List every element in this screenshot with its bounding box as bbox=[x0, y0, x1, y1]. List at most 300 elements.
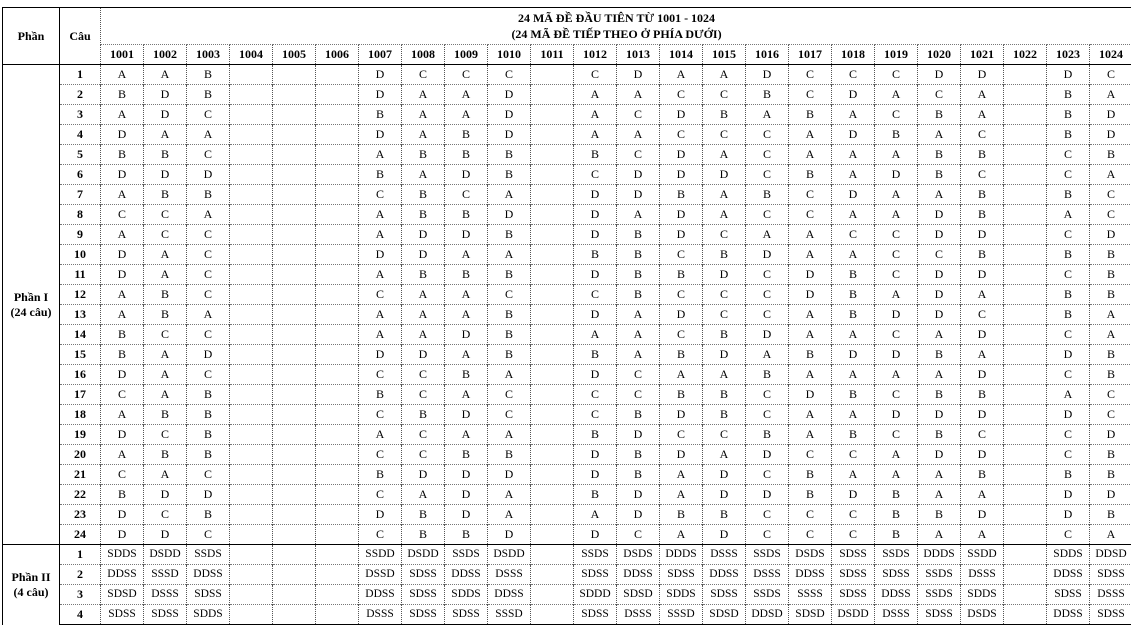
exam-code-1007: 1007 bbox=[359, 45, 402, 65]
answer-cell: C bbox=[1090, 65, 1131, 85]
answer-cell: A bbox=[359, 205, 402, 225]
section-label-title: Phần II bbox=[11, 569, 51, 584]
answer-cell: C bbox=[875, 425, 918, 445]
answer-cell: D bbox=[875, 305, 918, 325]
answer-cell bbox=[316, 565, 359, 585]
answer-cell: D bbox=[144, 85, 187, 105]
answer-cell: B bbox=[1047, 245, 1090, 265]
answer-row bbox=[3, 445, 1131, 465]
answer-cell: C bbox=[574, 285, 617, 305]
answer-cell: B bbox=[445, 205, 488, 225]
answer-cell: D bbox=[488, 465, 531, 485]
answer-cell: A bbox=[402, 85, 445, 105]
answer-cell: A bbox=[918, 325, 961, 345]
answer-row bbox=[3, 105, 1131, 125]
answer-cell: SSDS bbox=[918, 585, 961, 605]
answer-cell: A bbox=[832, 205, 875, 225]
answer-cell: C bbox=[574, 165, 617, 185]
answer-cell bbox=[316, 605, 359, 625]
answer-cell: C bbox=[101, 385, 144, 405]
answer-cell bbox=[230, 205, 273, 225]
answer-cell bbox=[273, 105, 316, 125]
answer-cell: SDSS bbox=[101, 605, 144, 625]
answer-cell bbox=[316, 505, 359, 525]
answer-cell: A bbox=[359, 325, 402, 345]
answer-cell: A bbox=[402, 305, 445, 325]
exam-code-1024: 1024 bbox=[1090, 45, 1131, 65]
answer-cell: C bbox=[488, 405, 531, 425]
answer-cell: C bbox=[746, 205, 789, 225]
question-number: 4 bbox=[60, 125, 101, 145]
answer-cell: D bbox=[574, 265, 617, 285]
answer-cell: D bbox=[574, 465, 617, 485]
answer-cell: B bbox=[144, 145, 187, 165]
answer-row bbox=[3, 585, 1131, 605]
answer-cell: A bbox=[144, 245, 187, 265]
answer-cell: B bbox=[617, 265, 660, 285]
answer-cell: B bbox=[187, 65, 230, 85]
question-number: 7 bbox=[60, 185, 101, 205]
answer-cell: B bbox=[746, 365, 789, 385]
answer-key-table bbox=[2, 7, 1131, 625]
answer-cell: B bbox=[875, 505, 918, 525]
answer-cell: C bbox=[1090, 185, 1131, 205]
answer-cell: D bbox=[918, 285, 961, 305]
answer-cell: C bbox=[1047, 365, 1090, 385]
answer-cell bbox=[531, 345, 574, 365]
answer-cell bbox=[531, 145, 574, 165]
answer-cell: DDSS bbox=[1047, 605, 1090, 625]
answer-cell: D bbox=[187, 345, 230, 365]
answer-cell: C bbox=[187, 265, 230, 285]
answer-cell: A bbox=[961, 85, 1004, 105]
answer-cell: A bbox=[918, 485, 961, 505]
answer-cell: A bbox=[402, 125, 445, 145]
answer-cell: DDDS bbox=[918, 545, 961, 565]
answer-cell: A bbox=[101, 285, 144, 305]
answer-cell: SDSD bbox=[789, 605, 832, 625]
answer-cell: C bbox=[703, 85, 746, 105]
answer-cell: SSSD bbox=[144, 565, 187, 585]
answer-cell bbox=[1004, 345, 1047, 365]
answer-cell: C bbox=[1047, 165, 1090, 185]
answer-cell: B bbox=[832, 265, 875, 285]
answer-cell: D bbox=[187, 165, 230, 185]
answer-cell: D bbox=[875, 345, 918, 365]
answer-cell bbox=[273, 525, 316, 545]
answer-cell: C bbox=[660, 125, 703, 145]
answer-cell: A bbox=[961, 345, 1004, 365]
answer-cell: C bbox=[746, 125, 789, 145]
answer-cell: A bbox=[875, 365, 918, 385]
answer-cell: DSSS bbox=[961, 565, 1004, 585]
answer-cell: A bbox=[445, 305, 488, 325]
question-number: 10 bbox=[60, 245, 101, 265]
answer-cell: D bbox=[101, 425, 144, 445]
answer-cell bbox=[273, 385, 316, 405]
answer-cell bbox=[230, 225, 273, 245]
answer-cell bbox=[531, 545, 574, 565]
answer-cell: SSDS bbox=[746, 545, 789, 565]
answer-cell: C bbox=[187, 105, 230, 125]
answer-cell bbox=[230, 385, 273, 405]
answer-cell: C bbox=[1090, 205, 1131, 225]
answer-cell: D bbox=[617, 65, 660, 85]
answer-cell: D bbox=[918, 225, 961, 245]
answer-cell: B bbox=[832, 425, 875, 445]
answer-cell: A bbox=[488, 245, 531, 265]
answer-cell: C bbox=[574, 385, 617, 405]
answer-cell: B bbox=[961, 465, 1004, 485]
answer-cell: A bbox=[144, 385, 187, 405]
answer-cell: B bbox=[187, 425, 230, 445]
answer-cell: D bbox=[1047, 405, 1090, 425]
answer-row bbox=[3, 245, 1131, 265]
answer-cell bbox=[316, 65, 359, 85]
answer-cell: SDSS bbox=[402, 585, 445, 605]
answer-cell: A bbox=[445, 345, 488, 365]
answer-cell bbox=[273, 265, 316, 285]
answer-row bbox=[3, 545, 1131, 565]
answer-cell bbox=[1004, 325, 1047, 345]
answer-cell: A bbox=[875, 185, 918, 205]
answer-cell: C bbox=[488, 385, 531, 405]
answer-cell bbox=[316, 265, 359, 285]
answer-cell: B bbox=[660, 505, 703, 525]
answer-cell: C bbox=[488, 285, 531, 305]
answer-cell bbox=[230, 485, 273, 505]
answer-cell: A bbox=[187, 205, 230, 225]
question-number: 21 bbox=[60, 465, 101, 485]
answer-cell: A bbox=[875, 205, 918, 225]
answer-cell: C bbox=[445, 185, 488, 205]
answer-cell: B bbox=[918, 345, 961, 365]
answer-cell: A bbox=[703, 145, 746, 165]
answer-cell bbox=[230, 365, 273, 385]
answer-cell bbox=[230, 505, 273, 525]
answer-row bbox=[3, 145, 1131, 165]
answer-cell: D bbox=[703, 485, 746, 505]
answer-cell: D bbox=[961, 405, 1004, 425]
answer-cell: D bbox=[488, 125, 531, 145]
answer-cell: A bbox=[789, 405, 832, 425]
answer-cell bbox=[1004, 105, 1047, 125]
answer-cell: D bbox=[445, 485, 488, 505]
answer-cell: A bbox=[1047, 205, 1090, 225]
answer-cell: B bbox=[402, 145, 445, 165]
answer-cell: D bbox=[660, 105, 703, 125]
answer-cell: A bbox=[1047, 385, 1090, 405]
answer-cell bbox=[230, 105, 273, 125]
answer-cell bbox=[531, 485, 574, 505]
answer-cell bbox=[531, 265, 574, 285]
answer-cell: A bbox=[617, 305, 660, 325]
answer-cell: D bbox=[1090, 425, 1131, 445]
answer-cell bbox=[316, 285, 359, 305]
answer-cell: C bbox=[746, 465, 789, 485]
exam-code-1020: 1020 bbox=[918, 45, 961, 65]
answer-row bbox=[3, 285, 1131, 305]
answer-cell: C bbox=[918, 245, 961, 265]
answer-cell: C bbox=[359, 525, 402, 545]
answer-cell bbox=[273, 485, 316, 505]
exam-code-1011: 1011 bbox=[531, 45, 574, 65]
answer-cell bbox=[531, 525, 574, 545]
answer-cell: DSSS bbox=[617, 605, 660, 625]
answer-cell: SDSS bbox=[918, 605, 961, 625]
answer-cell: B bbox=[1047, 465, 1090, 485]
answer-row bbox=[3, 165, 1131, 185]
question-number: 15 bbox=[60, 345, 101, 365]
answer-cell: SSSD bbox=[488, 605, 531, 625]
answer-cell bbox=[273, 125, 316, 145]
answer-cell: D bbox=[746, 65, 789, 85]
answer-cell: A bbox=[101, 405, 144, 425]
answer-cell: D bbox=[1090, 125, 1131, 145]
answer-cell: A bbox=[961, 105, 1004, 125]
answer-cell: D bbox=[1047, 65, 1090, 85]
answer-cell: A bbox=[488, 185, 531, 205]
answer-cell: D bbox=[445, 325, 488, 345]
exam-code-1015: 1015 bbox=[703, 45, 746, 65]
answer-cell: A bbox=[746, 105, 789, 125]
section-label-count: (24 câu) bbox=[10, 304, 52, 319]
answer-cell: B bbox=[961, 145, 1004, 165]
answer-cell: B bbox=[101, 145, 144, 165]
answer-cell bbox=[230, 125, 273, 145]
answer-cell bbox=[273, 325, 316, 345]
answer-cell bbox=[531, 185, 574, 205]
answer-cell: C bbox=[144, 505, 187, 525]
answer-cell bbox=[273, 305, 316, 325]
answer-cell bbox=[230, 265, 273, 285]
answer-cell: SSDD bbox=[961, 545, 1004, 565]
answer-cell: B bbox=[1090, 365, 1131, 385]
answer-cell: B bbox=[445, 265, 488, 285]
answer-cell bbox=[531, 405, 574, 425]
answer-cell: B bbox=[445, 445, 488, 465]
answer-cell: D bbox=[703, 265, 746, 285]
question-number: 2 bbox=[60, 85, 101, 105]
answer-cell bbox=[1004, 145, 1047, 165]
answer-cell: B bbox=[574, 245, 617, 265]
answer-cell: B bbox=[1090, 345, 1131, 365]
answer-cell: DDSS bbox=[875, 585, 918, 605]
answer-cell: C bbox=[703, 305, 746, 325]
answer-cell: B bbox=[101, 85, 144, 105]
answer-row bbox=[3, 225, 1131, 245]
answer-cell bbox=[1004, 125, 1047, 145]
answer-cell: C bbox=[1047, 425, 1090, 445]
question-number: 8 bbox=[60, 205, 101, 225]
answer-cell: A bbox=[875, 465, 918, 485]
answer-cell: C bbox=[789, 505, 832, 525]
answer-cell: B bbox=[574, 485, 617, 505]
answer-cell: A bbox=[918, 465, 961, 485]
answer-cell: D bbox=[144, 525, 187, 545]
answer-cell bbox=[316, 445, 359, 465]
answer-cell bbox=[1004, 425, 1047, 445]
answer-cell bbox=[273, 85, 316, 105]
answer-cell bbox=[1004, 465, 1047, 485]
answer-cell bbox=[230, 545, 273, 565]
answer-cell bbox=[316, 125, 359, 145]
answer-cell: B bbox=[187, 185, 230, 205]
answer-cell: C bbox=[187, 245, 230, 265]
answer-cell bbox=[531, 105, 574, 125]
answer-cell bbox=[273, 445, 316, 465]
answer-cell: SDSS bbox=[402, 605, 445, 625]
answer-cell: A bbox=[402, 285, 445, 305]
section-label-count: (4 câu) bbox=[13, 584, 49, 599]
answer-cell: B bbox=[1090, 145, 1131, 165]
answer-cell: SDSS bbox=[1090, 565, 1131, 585]
answer-cell: DDSS bbox=[1047, 565, 1090, 585]
answer-cell: D bbox=[574, 445, 617, 465]
answer-cell: D bbox=[918, 205, 961, 225]
answer-cell: DSSS bbox=[875, 605, 918, 625]
answer-cell: A bbox=[789, 125, 832, 145]
answer-cell: C bbox=[144, 425, 187, 445]
answer-cell: B bbox=[617, 285, 660, 305]
answer-cell bbox=[1004, 225, 1047, 245]
answer-cell: D bbox=[402, 245, 445, 265]
answer-cell: D bbox=[101, 365, 144, 385]
answer-cell bbox=[531, 225, 574, 245]
answer-cell: D bbox=[832, 345, 875, 365]
answer-cell bbox=[230, 525, 273, 545]
answer-cell: B bbox=[703, 325, 746, 345]
answer-cell: C bbox=[359, 405, 402, 425]
answer-cell bbox=[230, 165, 273, 185]
cau-header: Câu bbox=[60, 8, 101, 65]
answer-cell: B bbox=[918, 385, 961, 405]
answer-cell: C bbox=[1047, 225, 1090, 245]
answer-cell: D bbox=[1090, 485, 1131, 505]
answer-cell bbox=[316, 525, 359, 545]
answer-cell: B bbox=[1047, 105, 1090, 125]
answer-cell: A bbox=[703, 185, 746, 205]
answer-cell: B bbox=[746, 185, 789, 205]
answer-cell: A bbox=[961, 485, 1004, 505]
answer-cell: A bbox=[101, 225, 144, 245]
answer-cell bbox=[531, 65, 574, 85]
answer-cell: B bbox=[488, 345, 531, 365]
answer-cell: SDSS bbox=[1047, 585, 1090, 605]
answer-cell: A bbox=[1090, 165, 1131, 185]
question-number: 18 bbox=[60, 405, 101, 425]
answer-cell: SDSD bbox=[617, 585, 660, 605]
answer-cell: SDSS bbox=[875, 565, 918, 585]
answer-cell: SDDS bbox=[660, 585, 703, 605]
answer-cell: D bbox=[746, 245, 789, 265]
answer-cell: A bbox=[101, 185, 144, 205]
answer-cell: C bbox=[746, 305, 789, 325]
exam-code-1002: 1002 bbox=[144, 45, 187, 65]
answer-cell bbox=[531, 505, 574, 525]
answer-cell: C bbox=[832, 65, 875, 85]
answer-cell: C bbox=[789, 185, 832, 205]
answer-cell: A bbox=[101, 305, 144, 325]
answer-cell: B bbox=[617, 225, 660, 245]
answer-cell: D bbox=[961, 225, 1004, 245]
answer-cell: A bbox=[789, 225, 832, 245]
answer-cell: B bbox=[789, 345, 832, 365]
answer-cell: B bbox=[488, 265, 531, 285]
answer-cell: A bbox=[359, 145, 402, 165]
exam-code-row bbox=[3, 45, 1131, 65]
answer-cell: A bbox=[660, 65, 703, 85]
question-number: 17 bbox=[60, 385, 101, 405]
answer-cell bbox=[531, 165, 574, 185]
answer-row bbox=[3, 265, 1131, 285]
answer-row bbox=[3, 605, 1131, 625]
answer-cell: C bbox=[445, 65, 488, 85]
answer-cell: SSDS bbox=[918, 565, 961, 585]
answer-cell: C bbox=[574, 65, 617, 85]
answer-cell bbox=[1004, 205, 1047, 225]
answer-cell: B bbox=[187, 405, 230, 425]
answer-cell: C bbox=[617, 105, 660, 125]
answer-cell: D bbox=[101, 125, 144, 145]
answer-cell: C bbox=[660, 425, 703, 445]
answer-cell: D bbox=[660, 225, 703, 245]
answer-cell: B bbox=[1047, 185, 1090, 205]
answer-cell: C bbox=[746, 145, 789, 165]
answer-cell: SDDS bbox=[187, 605, 230, 625]
answer-cell: DSDD bbox=[488, 545, 531, 565]
question-number: 1 bbox=[60, 65, 101, 85]
answer-cell: D bbox=[789, 385, 832, 405]
answer-cell: B bbox=[488, 325, 531, 345]
section-label bbox=[3, 65, 60, 545]
exam-code-1003: 1003 bbox=[187, 45, 230, 65]
answer-cell: D bbox=[832, 485, 875, 505]
answer-cell: C bbox=[746, 405, 789, 425]
answer-cell bbox=[273, 565, 316, 585]
answer-cell bbox=[531, 465, 574, 485]
question-number: 14 bbox=[60, 325, 101, 345]
answer-cell: A bbox=[961, 525, 1004, 545]
answer-cell: A bbox=[789, 305, 832, 325]
answer-cell: D bbox=[574, 225, 617, 245]
answer-cell: D bbox=[961, 65, 1004, 85]
answer-cell: D bbox=[918, 405, 961, 425]
exam-code-1016: 1016 bbox=[746, 45, 789, 65]
answer-cell: C bbox=[746, 505, 789, 525]
answer-cell: B bbox=[402, 525, 445, 545]
answer-cell: C bbox=[746, 385, 789, 405]
answer-cell: D bbox=[961, 325, 1004, 345]
answer-cell: D bbox=[488, 105, 531, 125]
answer-cell: A bbox=[918, 125, 961, 145]
answer-cell bbox=[1004, 565, 1047, 585]
answer-cell: B bbox=[1047, 85, 1090, 105]
answer-cell: C bbox=[359, 285, 402, 305]
answer-cell: C bbox=[187, 145, 230, 165]
answer-cell: A bbox=[402, 105, 445, 125]
answer-cell: C bbox=[187, 325, 230, 345]
answer-cell: SDDD bbox=[574, 585, 617, 605]
answer-cell bbox=[230, 345, 273, 365]
answer-cell: C bbox=[961, 165, 1004, 185]
answer-cell bbox=[273, 165, 316, 185]
answer-cell: B bbox=[918, 425, 961, 445]
answer-cell: DSDS bbox=[789, 545, 832, 565]
answer-cell bbox=[273, 545, 316, 565]
exam-code-1005: 1005 bbox=[273, 45, 316, 65]
answer-cell bbox=[230, 465, 273, 485]
